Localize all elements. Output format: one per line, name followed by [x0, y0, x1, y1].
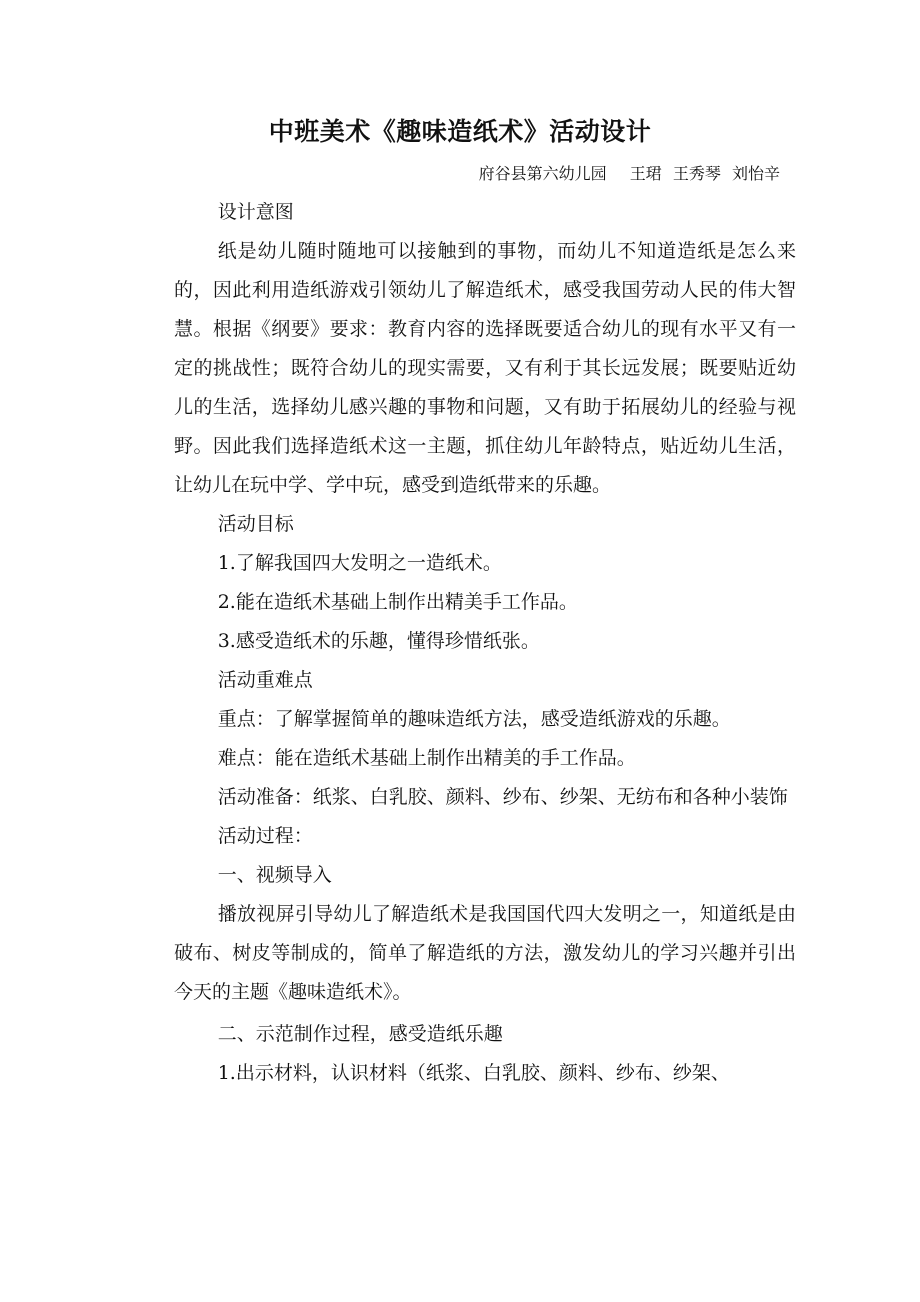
paragraph: 重点：了解掌握简单的趣味造纸方法，感受造纸游戏的乐趣。	[217, 708, 731, 730]
school-name: 府谷县第六幼儿园	[478, 164, 607, 183]
section-heading: 活动重难点	[217, 669, 313, 691]
subsection-heading: 二、示范制作过程，感受造纸乐趣	[217, 1023, 503, 1045]
author-line	[473, 160, 780, 188]
list-item: 1.出示材料，认识材料（纸浆、白乳胶、颜料、纱布、纱架、	[217, 1062, 730, 1084]
document-body	[174, 193, 796, 1093]
section-heading: 活动目标	[217, 513, 294, 535]
paragraph: 活动准备：纸浆、白乳胶、颜料、纱布、纱架、无纺布和各种小装饰	[217, 786, 788, 808]
paragraph: 播放视屏引导幼儿了解造纸术是我国国代四大发明之一，知道纸是由破布、树皮等制成的，简单了解造纸的方法，激发幼儿的学习兴趣并引出今天的主题《趣味造纸术》。	[174, 903, 796, 1003]
subsection-heading: 一、视频导入	[217, 864, 332, 886]
list-item: 2.能在造纸术基础上制作出精美手工作品。	[217, 591, 578, 613]
list-item: 1.了解我国四大发明之一造纸术。	[217, 552, 502, 574]
author-name: 王秀琴	[672, 164, 721, 183]
section-heading: 活动过程：	[217, 825, 313, 847]
list-item: 3.感受造纸术的乐趣，懂得珍惜纸张。	[217, 630, 540, 652]
document-title: 中班美术《趣味造纸术》活动设计	[268, 117, 652, 146]
paragraph: 难点：能在造纸术基础上制作出精美的手工作品。	[217, 747, 636, 769]
paragraph: 纸是幼儿随时随地可以接触到的事物，而幼儿不知道造纸是怎么来的，因此利用造纸游戏引领幼儿了解造纸术，感受我国劳动人民的伟大智慧。根据《纲要》要求：教育内容的选择既要适合幼儿的现有水平又有一定的挑战性；既符合幼儿的现实需要，又有利于其长远发展；既要贴近幼儿的生活，选择幼儿感兴趣的事物和问题，又有助于拓展幼儿的经验与视野。因此我们选择造纸术这一主题，抓住幼儿年龄特点，贴近幼儿生活，让幼儿在玩中学、学中玩，感受到造纸带来的乐趣。	[174, 240, 796, 496]
section-heading: 设计意图	[217, 201, 294, 223]
author-name: 刘怡辛	[731, 164, 780, 183]
author-name: 王珺	[629, 164, 662, 183]
